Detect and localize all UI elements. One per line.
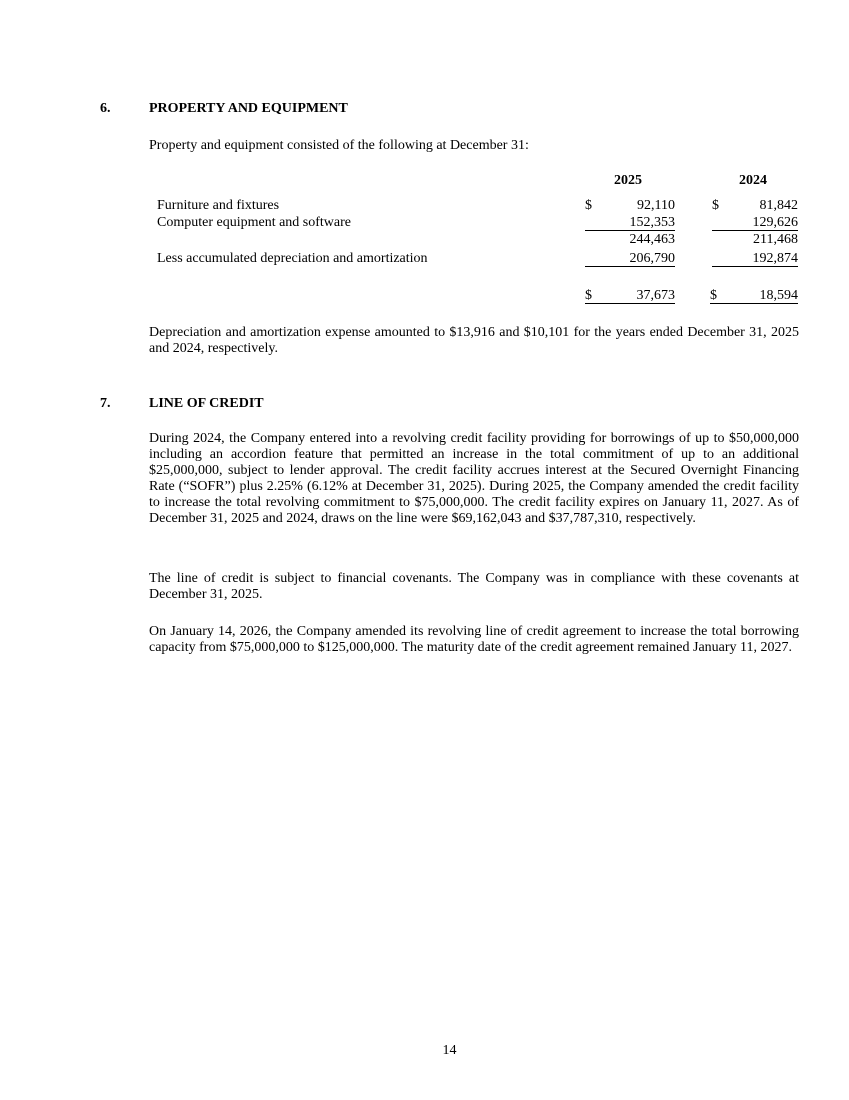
value-2025: 92,110 xyxy=(637,198,675,213)
line-of-credit-paragraph-3: On January 14, 2026, the Company amended its revolving line of credit agreement to increase the total borrowing capacity from $75,000,000 to $125,000,000. The maturity date of the credit agreement remained January 11, 2027. xyxy=(149,624,799,655)
subtotal-2024: 211,468 xyxy=(753,232,798,247)
section-6-number: 6. xyxy=(100,101,111,116)
dollar-sign: $ xyxy=(710,288,717,303)
dollar-sign: $ xyxy=(585,198,592,213)
value-2025: 152,353 xyxy=(585,215,675,231)
total-2024-cell xyxy=(710,288,798,304)
total-2024: 18,594 xyxy=(759,288,798,303)
value-2024: 81,842 xyxy=(759,198,798,213)
section-6-intro: Property and equipment consisted of the following at December 31: xyxy=(149,138,529,153)
total-2025: 37,673 xyxy=(636,288,675,303)
value-2025: 206,790 xyxy=(585,251,675,267)
row-label: Furniture and fixtures xyxy=(157,198,280,213)
dollar-sign: $ xyxy=(712,198,719,213)
section-6-title: PROPERTY AND EQUIPMENT xyxy=(149,101,348,116)
section-7-number: 7. xyxy=(100,396,111,411)
page-number: 14 xyxy=(442,1043,457,1058)
line-of-credit-paragraph-2: The line of credit is subject to financial covenants. The Company was in compliance with these covenants at December 31, 2025. xyxy=(149,571,799,602)
value-2024: 129,626 xyxy=(712,215,798,231)
col-header-2025: 2025 xyxy=(614,173,642,188)
total-2025-cell xyxy=(585,288,675,304)
col-header-2024: 2024 xyxy=(739,173,767,188)
row-label: Computer equipment and software xyxy=(157,215,352,230)
section-7-title: LINE OF CREDIT xyxy=(149,396,264,411)
line-of-credit-paragraph-1: During 2024, the Company entered into a revolving credit facility providing for borrowings of up to $50,000,000 including an accordion feature that permitted an increase in the total commitment of up to an additional $25,000,000, subject to lender approval. The credit facility accrues interest at the Secured Overnight Financing Rate (“SOFR”) plus 2.25% (6.12% at December 31, 2025). During 2025, the Company amended the credit facility to increase the total revolving commitment to $75,000,000. The credit facility expires on January 11, 2027. As of December 31, 2025 and 2024, draws on the line were $69,162,043 and $37,787,310, respectively. xyxy=(149,431,799,526)
depreciation-note: Depreciation and amortization expense amounted to $13,916 and $10,101 for the years ended December 31, 2025 and 2024, respectively. xyxy=(149,325,799,356)
value-2024: 192,874 xyxy=(712,251,798,267)
dollar-sign: $ xyxy=(585,288,592,303)
subtotal-2025: 244,463 xyxy=(629,232,675,247)
row-label: Less accumulated depreciation and amortization xyxy=(157,251,428,266)
